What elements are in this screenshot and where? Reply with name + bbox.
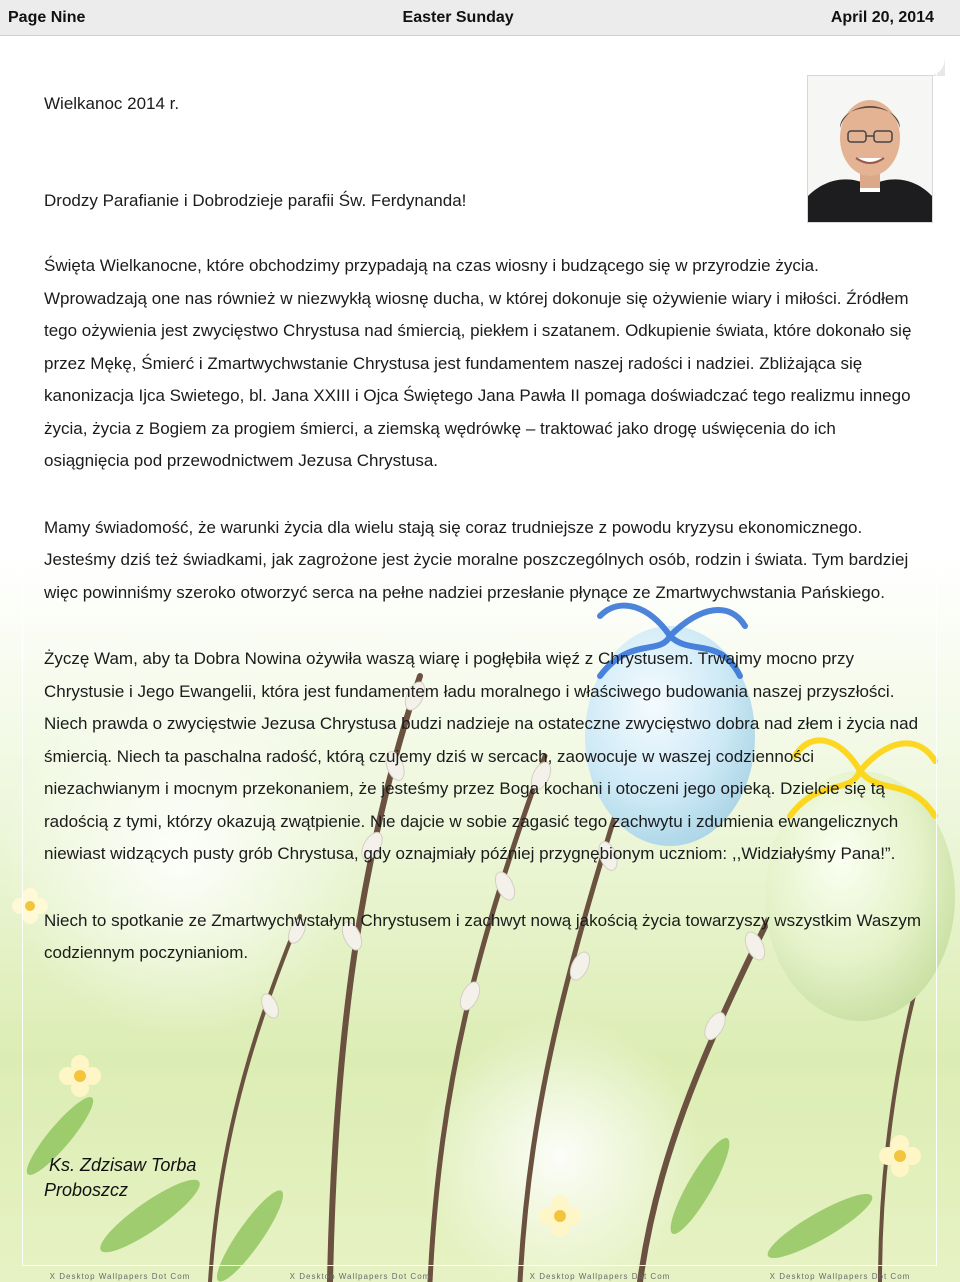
page-header [0, 0, 960, 36]
signature-name: Ks. Zdzisaw Torba [49, 1155, 197, 1175]
signature-block [44, 1153, 196, 1203]
letter-paragraph: Niech to spotkanie ze Zmartwychwstałym Chrystusem i zachwyt nową jakością życia towarzyszy wszystkim Waszym codziennym poczynianiom. [44, 910, 921, 962]
letter-paragraph: Życzę Wam, aby ta Dobra Nowina ożywiła waszą wiarę i pogłębiła więź z Chrystusem. Trwajmy mocno przy Chrystusie i Jego Ewangelii, która jest fundamentem ładu moralnego i właściwego budowania naszej przyszłości. Niech prawda o zwycięstwie Jezusa Chrystusa budzi nadzieje na ostateczne zwycięstwo dobra nad złem i życia nad śmiercią. Niech ta paschalna radość, którą czujemy dziś w sercach, zaowocuje w waszej codzienności niezachwianym i mocnym przekonaniem, że jesteśmy przez Boga kochani i otoczeni jego opieką. Dzielcie się tą radością z tymi, którzy okazują zwątpienie. Nie dajcie w sobie zagasić tego zachwytu i zdumienia ewangelicznych niewiast widzących pusty grób Chrystusa, gdy oznajmiały później przygnębionym uczniom: ,,Widziałyśmy Pana!”. [44, 649, 919, 863]
watermark-text: X Desktop Wallpapers Dot Com [529, 1272, 671, 1281]
header-date: April 20, 2014 [830, 8, 934, 26]
watermark-text: X Desktop Wallpapers Dot Com [769, 1272, 911, 1281]
letter-salutation: Drodzy Parafianie i Dobrodzieje parafii Św. Ferdynanda! [44, 190, 467, 210]
watermark-text: X Desktop Wallpapers Dot Com [49, 1272, 191, 1281]
pastoral-letter [44, 88, 924, 970]
letter-paragraph: Mamy świadomość, że warunki życia dla wielu stają się coraz trudniejsze z powodu kryzysu ekonomicznego. Jesteśmy dziś też świadkami, jak zagrożone jest życie moralne poszczególnych osób, rodzin i świata. Tym bardziej więc powinniśmy szeroko otworzyć serca na pełne nadziei przesłanie płynące ze Zmartwychwstania Pańskiego. [44, 517, 909, 602]
header-page-number: Page Nine [8, 8, 86, 26]
signature-title: Proboszcz [44, 1180, 129, 1200]
header-occasion: Easter Sunday [402, 8, 514, 26]
wallpaper-watermark-strip [0, 1271, 960, 1282]
letter-date-line: Wielkanoc 2014 r. [44, 94, 180, 113]
watermark-text: X Desktop Wallpapers Dot Com [289, 1272, 431, 1281]
letter-paragraph: Święta Wielkanocne, które obchodzimy przypadają na czas wiosny i budzącego się w przyrodzie życia. Wprowadzają one nas również w niezwykłą wiosnę ducha, w której dokonuje się ożywienie wiary i miłości. Źródłem tego ożywienia jest zwycięstwo Chrystusa nad śmiercią, piekłem i szatanem. Odkupienie świata, które dokonało się przez Mękę, Śmierć i Zmartwychwstanie Chrystusa jest fundamentem naszej radości i nadziei. Zbliżająca się kanonizacja Ijca Swietego, bl. Jana XXIII i Ojca Świętego Jana Pawła II pomaga doświadczać tego realizmu innego życia, życia z Bogiem za progiem śmierci, a ziemską wędrówkę – traktować jako drogę uświęcenia do ich osiągnięcia pod przewodnictwem Jezusa Chrystusa. [44, 256, 912, 470]
